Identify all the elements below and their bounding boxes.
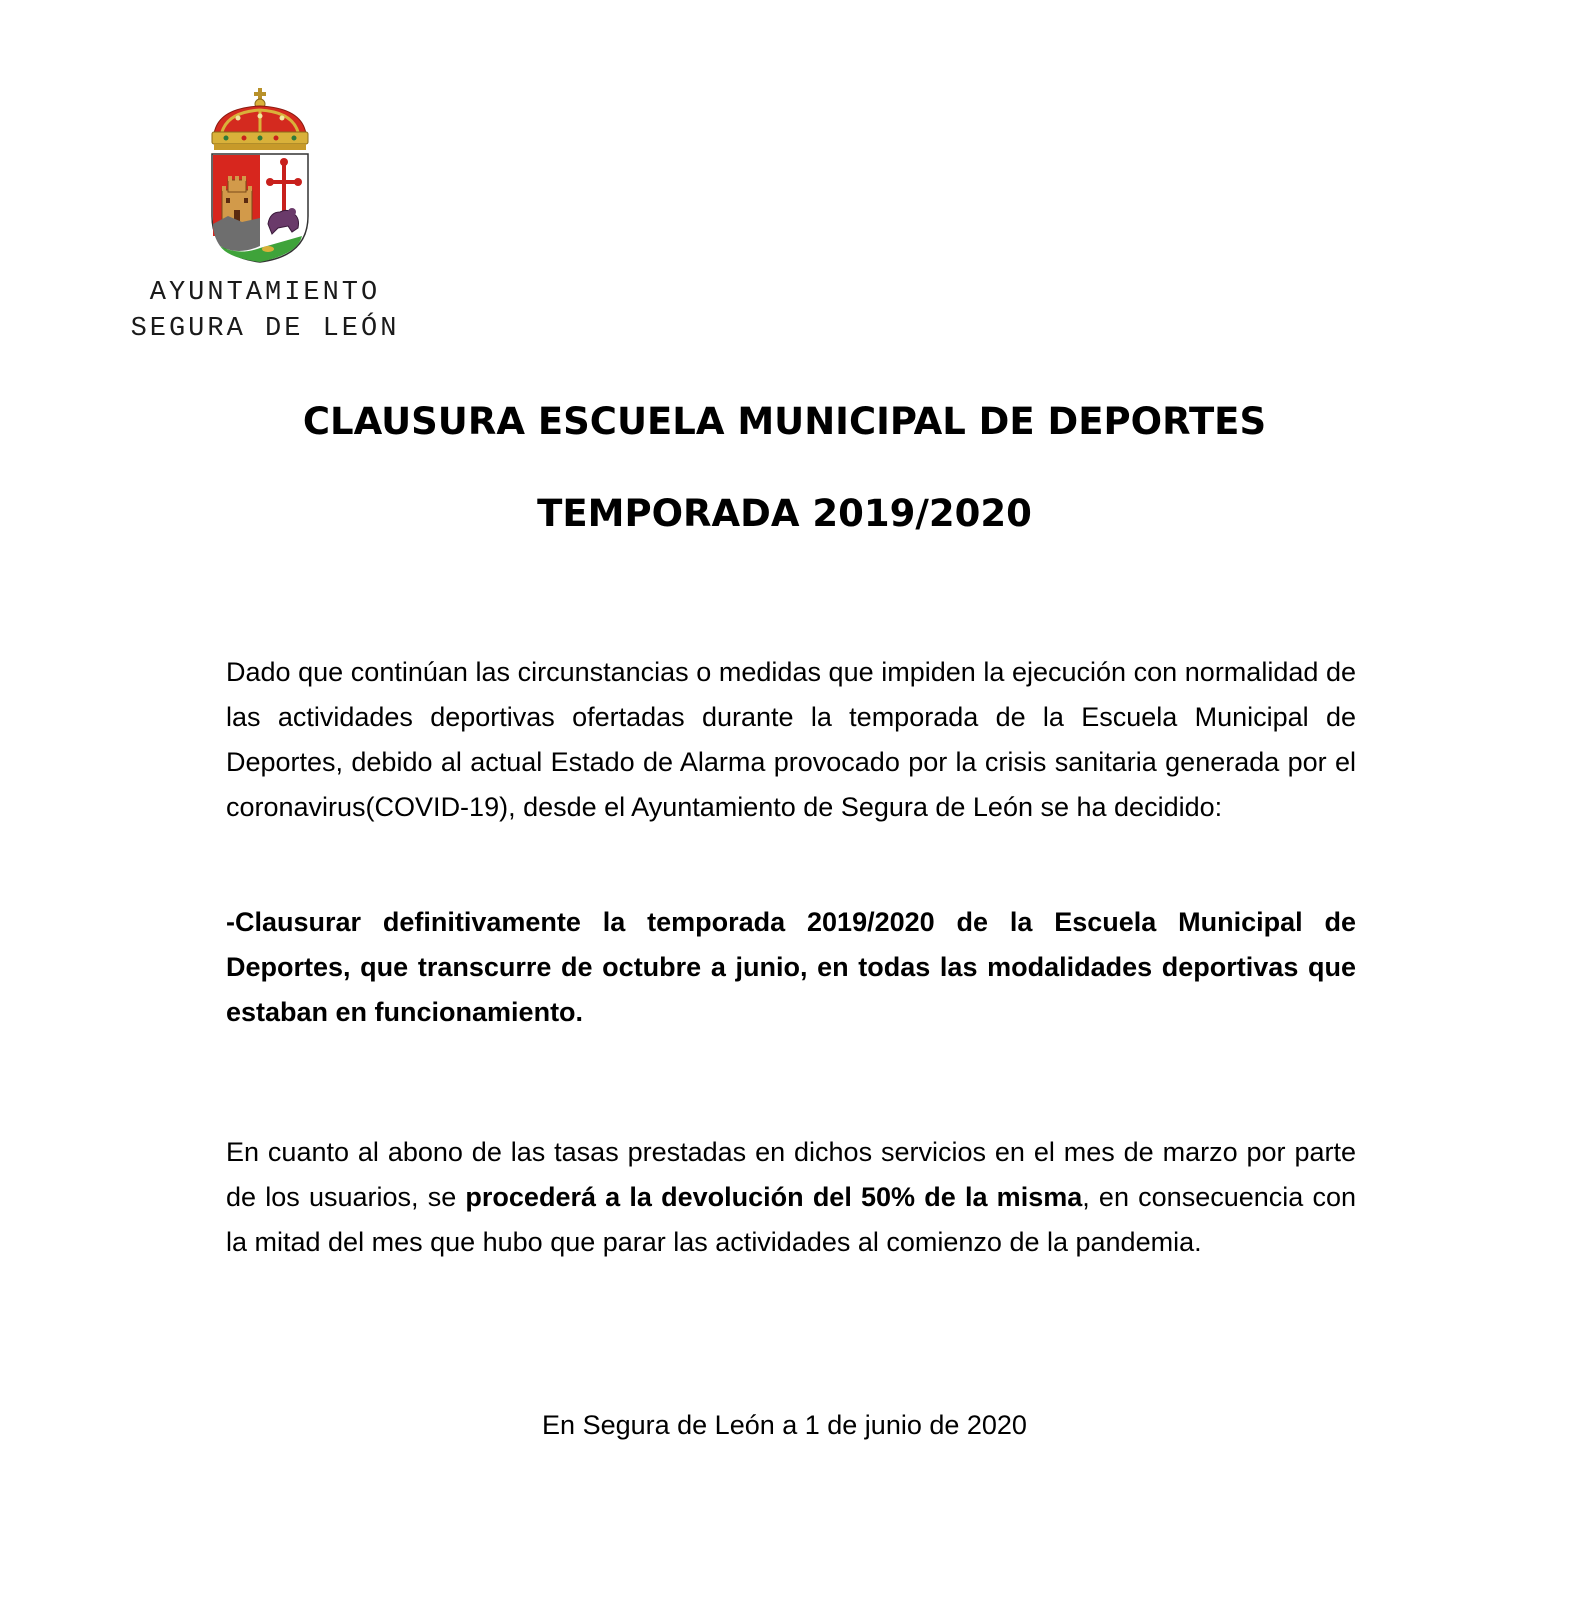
coat-of-arms-icon (208, 86, 312, 270)
document-date-line: En Segura de León a 1 de junio de 2020 (542, 1410, 1027, 1440)
paragraph3-bold-refund: procederá a la devolución del 50% de la misma (465, 1182, 1083, 1212)
paragraph3-text-end: , en consecuencia con la mitad del mes que hubo que parar las actividades al comienzo de la pandemia. (226, 1182, 1357, 1257)
org-name-line2: SEGURA DE LEÓN (130, 314, 400, 344)
paragraph3-text-start: En cuanto al abono de las tasas prestadas en dichos servicios en el mes de marzo por parte de los usuarios, se (226, 1137, 1356, 1212)
body-paragraph-2-decision: -Clausurar definitivamente la temporada 2019/2020 de la Escuela Municipal de Deportes, que transcurre de octubre a junio, en todas las modalidades deportivas que estaban en funcionamiento. (226, 907, 1356, 1027)
document-subtitle: TEMPORADA 2019/2020 (537, 492, 1032, 535)
document-title: CLAUSURA ESCUELA MUNICIPAL DE DEPORTES (302, 400, 1267, 443)
body-paragraph-3 (226, 1130, 1356, 1265)
body-paragraph-1: Dado que continúan las circunstancias o medidas que impiden la ejecución con normalidad de las actividades deportivas ofertadas durante la temporada de la Escuela Municipal de Deportes, debido al actual Estado de Alarma provocado por la crisis sanitaria generada por el coronavirus(COVID-19), desde el Ayuntamiento de Segura de León se ha decidido: (226, 657, 1356, 822)
org-name-line1: AYUNTAMIENTO (149, 278, 381, 308)
